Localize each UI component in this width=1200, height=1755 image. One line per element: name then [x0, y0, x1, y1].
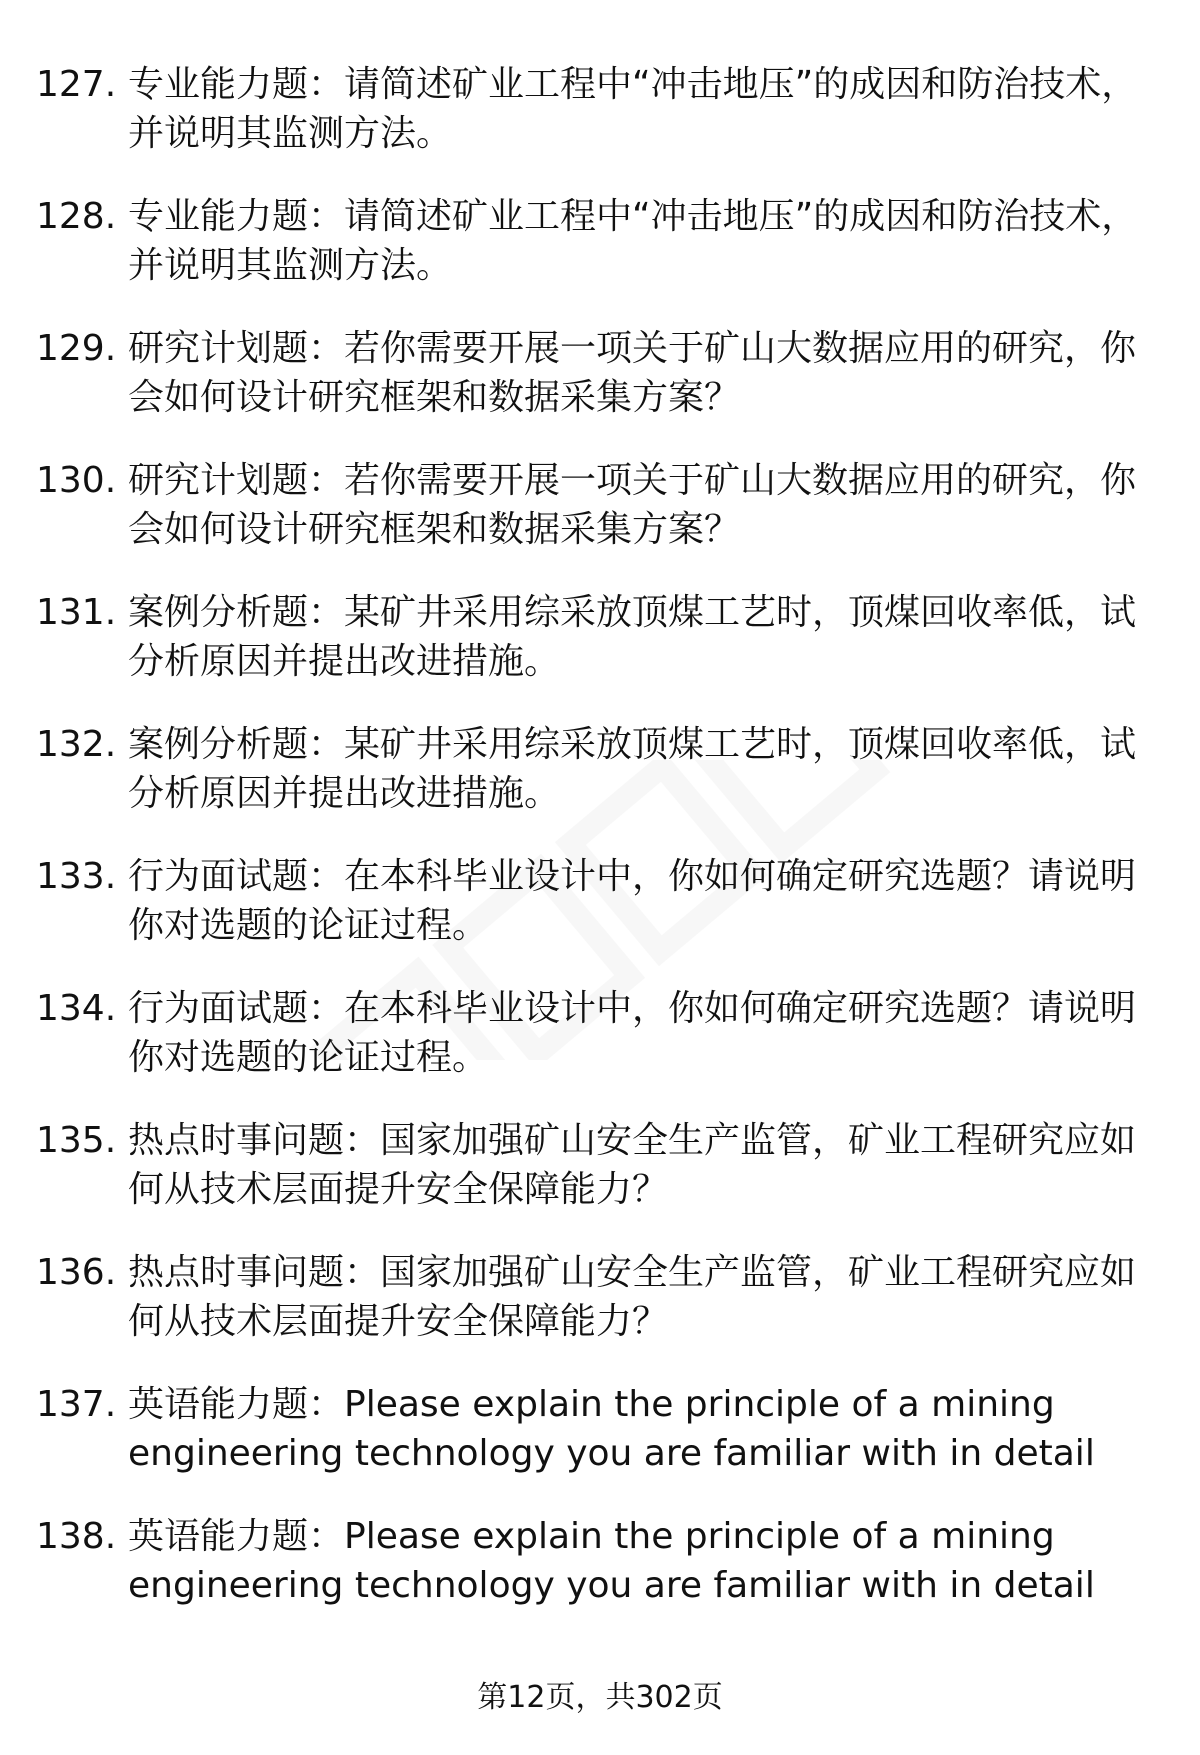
question-text: 热点时事问题：国家加强矿山安全生产监管，矿业工程研究应如何从技术层面提升安全保障能力？ — [128, 1120, 1137, 1210]
question-text: 行为面试题：在本科毕业设计中，你如何确定研究选题？请说明你对选题的论证过程。 — [128, 988, 1137, 1078]
question-number: 127. — [36, 64, 117, 105]
question-number: 132. — [36, 724, 117, 765]
question-text: 研究计划题：若你需要开展一项关于矿山大数据应用的研究，你会如何设计研究框架和数据采集方案？ — [128, 328, 1137, 418]
question-item — [36, 1116, 1146, 1248]
question-number: 135. — [36, 1120, 117, 1161]
question-text: 案例分析题：某矿井采用综采放顶煤工艺时，顶煤回收率低，试分析原因并提出改进措施。 — [128, 724, 1137, 814]
question-number: 129. — [36, 328, 117, 369]
question-text: 研究计划题：若你需要开展一项关于矿山大数据应用的研究，你会如何设计研究框架和数据采集方案？ — [128, 460, 1137, 550]
question-text: 英语能力题：Please explain the principle of a mining engineering technology you are familiar with in detail — [128, 1516, 1095, 1606]
question-text: 专业能力题：请简述矿业工程中“冲击地压”的成因和防治技术，并说明其监测方法。 — [128, 64, 1138, 154]
question-text: 专业能力题：请简述矿业工程中“冲击地压”的成因和防治技术，并说明其监测方法。 — [128, 196, 1138, 286]
question-number: 137. — [36, 1384, 117, 1425]
question-text: 英语能力题：Please explain the principle of a mining engineering technology you are familiar with in detail — [128, 1384, 1095, 1474]
question-number: 128. — [36, 196, 117, 237]
question-item — [36, 588, 1146, 720]
question-number: 133. — [36, 856, 117, 897]
question-list — [36, 60, 1146, 1644]
question-item — [36, 324, 1146, 456]
question-item — [36, 192, 1146, 324]
question-item — [36, 60, 1146, 192]
question-number: 136. — [36, 1252, 117, 1293]
question-text: 行为面试题：在本科毕业设计中，你如何确定研究选题？请说明你对选题的论证过程。 — [128, 856, 1137, 946]
question-item — [36, 1248, 1146, 1380]
question-text: 案例分析题：某矿井采用综采放顶煤工艺时，顶煤回收率低，试分析原因并提出改进措施。 — [128, 592, 1137, 682]
question-number: 138. — [36, 1516, 117, 1557]
question-number: 134. — [36, 988, 117, 1029]
question-item — [36, 1380, 1146, 1512]
question-number: 130. — [36, 460, 117, 501]
question-item — [36, 456, 1146, 588]
question-text: 热点时事问题：国家加强矿山安全生产监管，矿业工程研究应如何从技术层面提升安全保障能力？ — [128, 1252, 1137, 1342]
question-item — [36, 852, 1146, 984]
question-number: 131. — [36, 592, 117, 633]
page-number-footer: 第12页，共302页 — [477, 1680, 723, 1715]
question-item — [36, 984, 1146, 1116]
question-item — [36, 1512, 1146, 1644]
question-item — [36, 720, 1146, 852]
